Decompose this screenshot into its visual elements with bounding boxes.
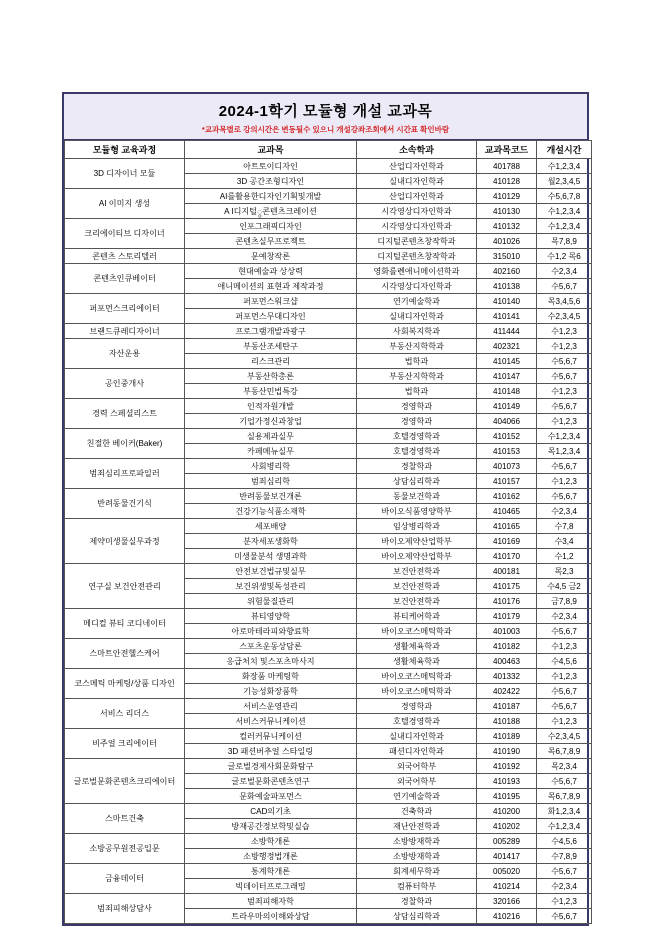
cell-hours: 수5,6,7: [537, 684, 592, 699]
cell-dept: 호텔경영학과: [357, 429, 477, 444]
cell-hours: 수1,2,3: [537, 894, 592, 909]
table-row: [65, 699, 592, 714]
cell-subject: 소방행정법개론: [185, 849, 357, 864]
cell-course: 콘텐츠 스토리텔러: [65, 249, 185, 264]
cell-dept: 실내디자인학과: [357, 729, 477, 744]
cell-subject: 콘텐츠실무프로젝트: [185, 234, 357, 249]
cell-dept: 바이오제약산업학부: [357, 549, 477, 564]
cell-subject: 서비스운영관리: [185, 699, 357, 714]
cell-code: 410141: [477, 309, 537, 324]
cell-hours: 수1,2,3: [537, 414, 592, 429]
cell-subject: 현대예술과 상상력: [185, 264, 357, 279]
col-header-course: 모듈형 교육과정: [65, 141, 185, 159]
cell-dept: 회계세무학과: [357, 864, 477, 879]
cell-code: 410216: [477, 909, 537, 924]
cell-hours: 목1,2,3,4: [537, 444, 592, 459]
cell-subject: 3D 공간조형디자인: [185, 174, 357, 189]
cell-code: 410189: [477, 729, 537, 744]
cell-dept: 경영학과: [357, 399, 477, 414]
cell-code: 410128: [477, 174, 537, 189]
table-row: [65, 459, 592, 474]
cell-hours: 수2,3,4,5: [537, 309, 592, 324]
cell-hours: 월2,3,4,5: [537, 174, 592, 189]
cell-subject: 부동산민법특강: [185, 384, 357, 399]
cell-hours: 수1,2,3: [537, 639, 592, 654]
cell-hours: 수1,2,3: [537, 714, 592, 729]
cell-dept: 사회복지학과: [357, 324, 477, 339]
cell-dept: 외국어학부: [357, 759, 477, 774]
table-row: [65, 429, 592, 444]
cell-hours: 목2,3,4: [537, 759, 592, 774]
cell-subject: 글로벌문화콘텐츠연구: [185, 774, 357, 789]
cell-subject: 퍼포먼스무대디자인: [185, 309, 357, 324]
table-row: [65, 639, 592, 654]
cell-dept: 디지털콘텐츠창작학과: [357, 234, 477, 249]
cell-hours: 목3,4,5,6: [537, 294, 592, 309]
cell-code: 410195: [477, 789, 537, 804]
cell-code: 410193: [477, 774, 537, 789]
cell-dept: 연기예술학과: [357, 294, 477, 309]
cell-code: 400463: [477, 654, 537, 669]
cell-subject: 보건위생및독성관리: [185, 579, 357, 594]
cell-code: 401332: [477, 669, 537, 684]
cell-code: 410153: [477, 444, 537, 459]
cell-hours: 수2,3,4: [537, 879, 592, 894]
cell-course: 범죄피해상담사: [65, 894, 185, 924]
cell-subject: 아로마테라피와향료학: [185, 624, 357, 639]
cell-course: 글로벌문화콘텐츠크리에이터: [65, 759, 185, 804]
cell-dept: 법학과: [357, 384, 477, 399]
cell-subject: 통계학개론: [185, 864, 357, 879]
title-band: [64, 94, 587, 140]
cell-subject: 방재공간정보학및실습: [185, 819, 357, 834]
cell-code: 005020: [477, 864, 537, 879]
cell-dept: 생활체육학과: [357, 654, 477, 669]
cell-dept: 경찰학과: [357, 894, 477, 909]
cell-code: 410179: [477, 609, 537, 624]
cell-subject: 문화예술파포먼스: [185, 789, 357, 804]
cell-dept: 보건안전학과: [357, 579, 477, 594]
cell-course: 코스메틱 마케팅/상품 디자인: [65, 669, 185, 699]
table-row: [65, 609, 592, 624]
cell-dept: 바이오식품영양학부: [357, 504, 477, 519]
table-row: [65, 729, 592, 744]
cell-course: 반려동물건기식: [65, 489, 185, 519]
cell-subject: 트라우마의이해와상담: [185, 909, 357, 924]
cell-dept: 경찰학과: [357, 459, 477, 474]
cell-dept: 호텔경영학과: [357, 444, 477, 459]
cell-dept: 소방방재학과: [357, 849, 477, 864]
cell-dept: 부동산지학학과: [357, 339, 477, 354]
cell-code: 410190: [477, 744, 537, 759]
cell-code: 410202: [477, 819, 537, 834]
cell-hours: 수1,2,3: [537, 474, 592, 489]
cell-subject: 실용제과실무: [185, 429, 357, 444]
cell-code: 410145: [477, 354, 537, 369]
cell-dept: 보건안전학과: [357, 594, 477, 609]
cell-subject: 컬러커뮤니케이션: [185, 729, 357, 744]
cell-hours: 수5,6,7: [537, 774, 592, 789]
table-row: [65, 339, 592, 354]
cell-subject: 건강기능식품소재학: [185, 504, 357, 519]
cell-hours: 수2,3,4: [537, 264, 592, 279]
cell-code: 410140: [477, 294, 537, 309]
col-header-subject: 교과목: [185, 141, 357, 159]
cell-dept: 패션디자인학과: [357, 744, 477, 759]
cell-dept: 디지털콘텐츠창작학과: [357, 249, 477, 264]
table-row: [65, 249, 592, 264]
table-row: [65, 759, 592, 774]
cell-subject: 프로그램개발과광구: [185, 324, 357, 339]
cell-dept: 바이오제약산업학부: [357, 534, 477, 549]
cell-code: 410162: [477, 489, 537, 504]
cell-subject: 범죄심리학: [185, 474, 357, 489]
cell-subject: 화장품 마케팅학: [185, 669, 357, 684]
cell-dept: 동물보건학과: [357, 489, 477, 504]
cell-code: 410200: [477, 804, 537, 819]
table-row: [65, 159, 592, 174]
cell-hours: 수5,6,7: [537, 354, 592, 369]
table-row: [65, 804, 592, 819]
cell-subject: 애니메이션의 표현과 제작과정: [185, 279, 357, 294]
table-row: [65, 864, 592, 879]
table-row: [65, 219, 592, 234]
cell-subject: 반려동물보건개론: [185, 489, 357, 504]
cell-hours: 목7,8,9: [537, 234, 592, 249]
cell-hours: 수5,6,7: [537, 699, 592, 714]
cell-code: 410129: [477, 189, 537, 204]
cell-dept: 소방방재학과: [357, 834, 477, 849]
cell-hours: 수1,2,3: [537, 669, 592, 684]
cell-subject: 사회병리학: [185, 459, 357, 474]
cell-hours: 수4,5,6: [537, 834, 592, 849]
cell-code: 404066: [477, 414, 537, 429]
cell-code: 401788: [477, 159, 537, 174]
cell-subject: 퍼포먼스워크샵: [185, 294, 357, 309]
cell-dept: 부동산지학학과: [357, 369, 477, 384]
cell-hours: 수2,3,4: [537, 504, 592, 519]
table-body: [65, 159, 592, 924]
cell-subject: 리스크관리: [185, 354, 357, 369]
cell-subject: 응급처치 및스포츠마사지: [185, 654, 357, 669]
cell-course: 경력 스페셜리스트: [65, 399, 185, 429]
table-row: [65, 894, 592, 909]
cell-hours: 화1,2,3,4: [537, 804, 592, 819]
course-table: [64, 140, 592, 924]
cell-code: 402422: [477, 684, 537, 699]
cell-course: 3D 디자이너 모듈: [65, 159, 185, 189]
cell-subject: 문예창작론: [185, 249, 357, 264]
cell-code: 320166: [477, 894, 537, 909]
cell-dept: 외국어학부: [357, 774, 477, 789]
cell-code: 402160: [477, 264, 537, 279]
cell-hours: 목2,3: [537, 564, 592, 579]
table-row: [65, 519, 592, 534]
table-header: [65, 141, 592, 159]
cell-subject: 미생물분석 생명과학: [185, 549, 357, 564]
cell-course: 퍼포먼스크리에이터: [65, 294, 185, 324]
cell-subject: 글로벌경제사회문화탐구: [185, 759, 357, 774]
cell-code: 410169: [477, 534, 537, 549]
table-row: [65, 264, 592, 279]
cell-dept: 시각영상디자인학과: [357, 204, 477, 219]
col-header-code: 교과목코드: [477, 141, 537, 159]
cell-code: 410176: [477, 594, 537, 609]
cell-subject: 아트토이디자인: [185, 159, 357, 174]
cell-course: AI 이미지 생성: [65, 189, 185, 219]
cell-code: 005289: [477, 834, 537, 849]
cell-dept: 컴퓨터학부: [357, 879, 477, 894]
cell-subject: 3D 패션버추얼 스타일링: [185, 744, 357, 759]
cell-code: 410214: [477, 879, 537, 894]
cell-hours: 수1,2,3,4: [537, 219, 592, 234]
cell-code: 410192: [477, 759, 537, 774]
cell-subject: 기능성화장품학: [185, 684, 357, 699]
cell-course: 제약미생물실무과정: [65, 519, 185, 564]
cell-dept: 연기예술학과: [357, 789, 477, 804]
cell-dept: 실내디자인학과: [357, 309, 477, 324]
cell-hours: 수7,8,9: [537, 849, 592, 864]
cell-hours: 수1,2: [537, 549, 592, 564]
cell-dept: 임상병리학과: [357, 519, 477, 534]
page-title: 2024-1학기 모듈형 개설 교과목: [218, 103, 433, 120]
cell-subject: 뷰티영양학: [185, 609, 357, 624]
cell-hours: 수5,6,7: [537, 864, 592, 879]
cell-course: 콘텐츠인큐베이터: [65, 264, 185, 294]
cell-subject: 분자세포생화학: [185, 534, 357, 549]
table-row: [65, 834, 592, 849]
cell-dept: 건축학과: [357, 804, 477, 819]
cell-dept: 시각영상디자인학과: [357, 219, 477, 234]
cell-code: 315010: [477, 249, 537, 264]
cell-course: 소방공무원전공입문: [65, 834, 185, 864]
cell-subject: A I디지털ွ콘텐츠크레이션: [185, 204, 357, 219]
cell-hours: 수2,3,4,5: [537, 729, 592, 744]
cell-subject: 빅데이터프로그래밍: [185, 879, 357, 894]
cell-code: 410187: [477, 699, 537, 714]
header-row: [65, 141, 592, 159]
cell-subject: 범죄피해자학: [185, 894, 357, 909]
cell-subject: 서비스커뮤니케이션: [185, 714, 357, 729]
cell-code: 410147: [477, 369, 537, 384]
cell-code: 410157: [477, 474, 537, 489]
col-header-hours: 개설시간: [537, 141, 592, 159]
cell-hours: 수2,3,4: [537, 609, 592, 624]
cell-subject: CAD의기초: [185, 804, 357, 819]
cell-dept: 호텔경영학과: [357, 714, 477, 729]
table-row: [65, 399, 592, 414]
cell-subject: 부동산조세탄구: [185, 339, 357, 354]
cell-code: 402321: [477, 339, 537, 354]
cell-hours: 수3,4: [537, 534, 592, 549]
cell-hours: 수5,6,7: [537, 459, 592, 474]
cell-code: 410175: [477, 579, 537, 594]
cell-subject: AI를활용한디자인기획및개발: [185, 189, 357, 204]
cell-dept: 상담심리학과: [357, 909, 477, 924]
cell-dept: 바이오코스메틱학과: [357, 684, 477, 699]
cell-course: 친절한 베이커(Baker): [65, 429, 185, 459]
cell-hours: 수1,2,3: [537, 324, 592, 339]
table-row: [65, 564, 592, 579]
cell-dept: 생활체육학과: [357, 639, 477, 654]
table-row: [65, 489, 592, 504]
cell-hours: 수1,2,3,4: [537, 819, 592, 834]
cell-dept: 바이오코스메틱학과: [357, 669, 477, 684]
cell-dept: 상담심리학과: [357, 474, 477, 489]
cell-hours: 수5,6,7: [537, 279, 592, 294]
cell-hours: 수1,2 목6: [537, 249, 592, 264]
cell-hours: 수1,2,3,4: [537, 429, 592, 444]
cell-course: 스마트건축: [65, 804, 185, 834]
cell-code: 410152: [477, 429, 537, 444]
cell-code: 401417: [477, 849, 537, 864]
cell-dept: 영화를롄애니메이션학과: [357, 264, 477, 279]
cell-subject: 스포츠운동상담론: [185, 639, 357, 654]
cell-code: 410170: [477, 549, 537, 564]
cell-dept: 재난안전학과: [357, 819, 477, 834]
cell-code: 411444: [477, 324, 537, 339]
cell-course: 서비스 리더스: [65, 699, 185, 729]
cell-subject: 인적자원개발: [185, 399, 357, 414]
cell-code: 410138: [477, 279, 537, 294]
cell-course: 공인중개사: [65, 369, 185, 399]
table-row: [65, 369, 592, 384]
cell-dept: 시각영상디자인학과: [357, 279, 477, 294]
document-note: *교과목별로 강의시간은 변동될수 있으니 개설강좌조회에서 시간표 확인바람: [201, 125, 450, 134]
cell-subject: 카페메뉴실무: [185, 444, 357, 459]
cell-hours: 수5,6,7: [537, 489, 592, 504]
cell-code: 410130: [477, 204, 537, 219]
cell-dept: 경영학과: [357, 414, 477, 429]
cell-course: 크리에이티브 디자이너: [65, 219, 185, 249]
cell-code: 410465: [477, 504, 537, 519]
cell-subject: 인포그래픽디자인: [185, 219, 357, 234]
cell-course: 브랜드큐레디자이너: [65, 324, 185, 339]
cell-dept: 산업디자인학과: [357, 189, 477, 204]
cell-hours: 수4,5,6: [537, 654, 592, 669]
cell-course: 비주얼 크리에이터: [65, 729, 185, 759]
cell-code: 410165: [477, 519, 537, 534]
cell-hours: 수1,2,3: [537, 384, 592, 399]
table-row: [65, 669, 592, 684]
cell-hours: 수1,2,3,4: [537, 159, 592, 174]
cell-dept: 뷰티케어학과: [357, 609, 477, 624]
cell-subject: 소방학개론: [185, 834, 357, 849]
cell-subject: 안전보건법규및실무: [185, 564, 357, 579]
cell-code: 401003: [477, 624, 537, 639]
cell-code: 401073: [477, 459, 537, 474]
cell-code: 401026: [477, 234, 537, 249]
cell-hours: 수5,6,7: [537, 369, 592, 384]
cell-dept: 실내디자인학과: [357, 174, 477, 189]
cell-subject: 위험물질관리: [185, 594, 357, 609]
cell-hours: 목6,7,8,9: [537, 789, 592, 804]
document-sheet: [62, 92, 589, 926]
cell-subject: 세포배양: [185, 519, 357, 534]
cell-code: 410148: [477, 384, 537, 399]
cell-course: 금융데이터: [65, 864, 185, 894]
cell-hours: 수5,6,7: [537, 909, 592, 924]
cell-code: 410132: [477, 219, 537, 234]
cell-course: 스마트안전헬스케어: [65, 639, 185, 669]
cell-dept: 바이오코스메틱학과: [357, 624, 477, 639]
table-row: [65, 324, 592, 339]
cell-hours: 수1,2,3,4: [537, 204, 592, 219]
cell-hours: 수1,2,3: [537, 339, 592, 354]
cell-dept: 보건안전학과: [357, 564, 477, 579]
cell-course: 자산운용: [65, 339, 185, 369]
cell-dept: 법학과: [357, 354, 477, 369]
cell-hours: 수4,5 금2: [537, 579, 592, 594]
cell-dept: 산업디자인학과: [357, 159, 477, 174]
cell-hours: 금7,8,9: [537, 594, 592, 609]
cell-hours: 수5,6,7: [537, 624, 592, 639]
cell-dept: 경영학과: [357, 699, 477, 714]
table-row: [65, 294, 592, 309]
cell-hours: 수5,6,7,8: [537, 189, 592, 204]
cell-course: 범죄심리프로파일러: [65, 459, 185, 489]
cell-code: 400181: [477, 564, 537, 579]
cell-hours: 수5,6,7: [537, 399, 592, 414]
cell-hours: 목6,7,8,9: [537, 744, 592, 759]
cell-code: 410188: [477, 714, 537, 729]
table-row: [65, 189, 592, 204]
cell-code: 410182: [477, 639, 537, 654]
cell-code: 410149: [477, 399, 537, 414]
cell-course: 메디컬 뷰티 코디네이터: [65, 609, 185, 639]
cell-hours: 수7,8: [537, 519, 592, 534]
col-header-dept: 소속학과: [357, 141, 477, 159]
cell-subject: 부동산학총론: [185, 369, 357, 384]
cell-course: 연구실 보건안전관리: [65, 564, 185, 609]
cell-subject: 기업가정신과창업: [185, 414, 357, 429]
